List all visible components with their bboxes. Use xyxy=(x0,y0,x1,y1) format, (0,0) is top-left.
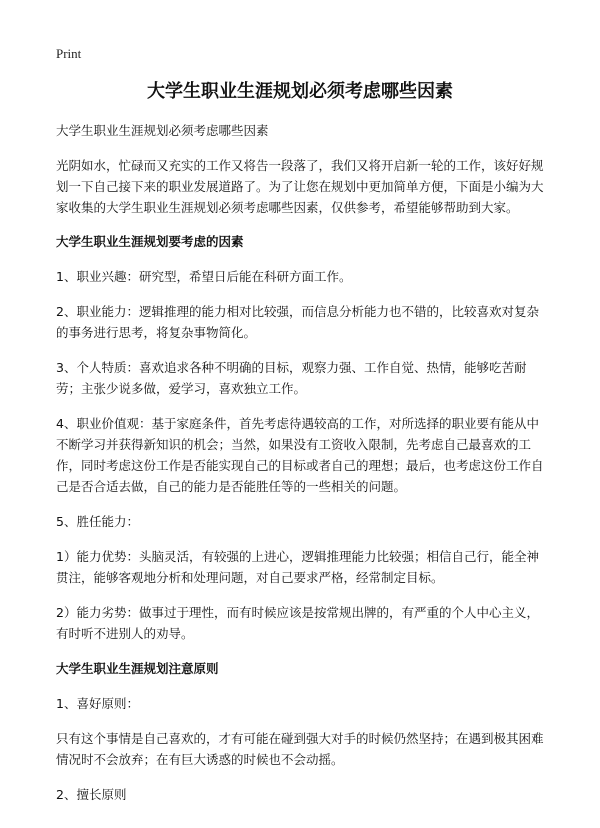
list-item: 1、职业兴趣：研究型，希望日后能在科研方面工作。 xyxy=(56,269,352,284)
list-item: 4、职业价值观：基于家庭条件，首先考虑待遇较高的工作，对所选择的职业要有能从中不断学习并获得新知识的机会；当然，如果没有工资收入限制，先考虑自己最喜欢的工作，同时考虑这份工作是否能实现自己的目标或者自己的理想；最后，也考虑这份工作自己是否合适去做，自己的能力是否能胜任等的一些相关的问题。 xyxy=(56,416,544,494)
list-item: 3、个人特质：喜欢追求各种不明确的目标，观察力强、工作自觉、热情，能够吃苦耐劳；主张少说多做，爱学习，喜欢独立工作。 xyxy=(56,360,527,396)
list-item: 5、胜任能力： xyxy=(56,514,139,529)
section-heading-factors: 大学生职业生涯规划要考虑的因素 xyxy=(56,234,244,249)
list-item: 2、职业能力：逻辑推理的能力相对比较强，而信息分析能力也不错的，比较喜欢对复杂的事务进行思考，将复杂事物简化。 xyxy=(56,304,539,340)
page-title: 大学生职业生涯规划必须考虑哪些因素 xyxy=(147,81,453,102)
list-item: 2、擅长原则 xyxy=(56,787,127,802)
intro-paragraph: 光阴如水，忙碌而又充实的工作又将告一段落了，我们又将开启新一轮的工作，该好好规划一下自己接下来的职业发展道路了。为了让您在规划中更加简单方便，下面是小编为大家收集的大学生职业生涯规划必须考虑哪些因素，仅供参考，希望能够帮助到大家。 xyxy=(56,158,544,215)
print-link[interactable]: Print xyxy=(56,46,82,61)
list-item: 只有这个事情是自己喜欢的，才有可能在碰到强大对手的时候仍然坚持；在遇到极其困难情况时不会放弃；在有巨大诱惑的时候也不会动摇。 xyxy=(56,731,544,767)
list-item: 2）能力劣势：做事过于理性，而有时候应该是按常规出牌的，有严重的个人中心主义，有时听不进别人的劝导。 xyxy=(56,605,539,641)
section-heading-principles: 大学生职业生涯规划注意原则 xyxy=(56,661,219,676)
list-item: 1、喜好原则： xyxy=(56,696,139,711)
article-body xyxy=(56,120,548,819)
article-subtitle: 大学生职业生涯规划必须考虑哪些因素 xyxy=(56,123,269,138)
list-item: 1）能力优势：头脑灵活，有较强的上进心，逻辑推理能力比较强；相信自己行，能全神贯注，能够客观地分析和处理问题，对自己要求严格，经常制定目标。 xyxy=(56,549,539,585)
